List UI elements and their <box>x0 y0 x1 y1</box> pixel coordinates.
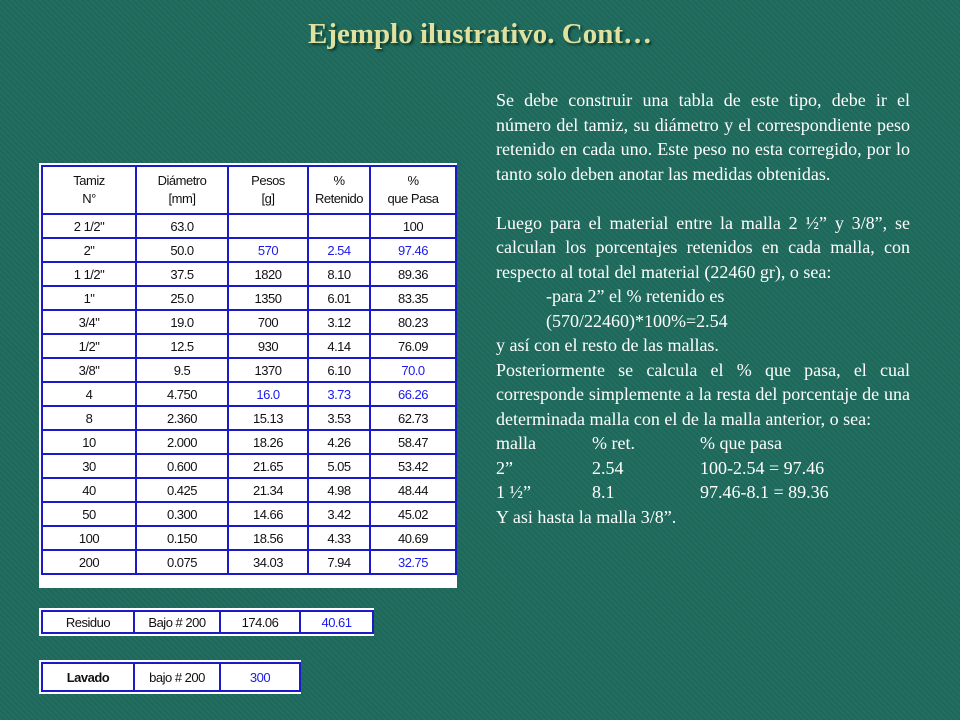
lavado-bajo: bajo # 200 <box>134 663 220 691</box>
calc-row-header: malla % ret. % que pasa <box>496 433 782 453</box>
explanation-text <box>496 88 910 529</box>
cell-tamiz: 4 <box>42 382 136 406</box>
cell-diametro: 19.0 <box>136 310 228 334</box>
table-row <box>42 526 456 550</box>
residuo-pasa: 40.61 <box>300 611 373 633</box>
cell-pasa: 100 <box>370 214 456 238</box>
residuo-peso: 174.06 <box>220 611 300 633</box>
cell-peso: 1350 <box>228 286 308 310</box>
cell-peso: 21.65 <box>228 454 308 478</box>
cell-diametro: 63.0 <box>136 214 228 238</box>
cell-tamiz: 30 <box>42 454 136 478</box>
table-row <box>42 430 456 454</box>
lavado-valor: 300 <box>220 663 300 691</box>
cell-retenido: 6.10 <box>308 358 370 382</box>
table-row <box>42 286 456 310</box>
cell-diametro: 25.0 <box>136 286 228 310</box>
cell-peso: 15.13 <box>228 406 308 430</box>
table-row <box>42 238 456 262</box>
lavado-label: Lavado <box>42 663 134 691</box>
lavado-row <box>42 663 300 691</box>
table-row <box>42 382 456 406</box>
header-que-pasa: % que Pasa <box>370 166 456 214</box>
paragraph-resto: y así con el resto de las mallas. <box>496 335 719 355</box>
cell-pasa: 62.73 <box>370 406 456 430</box>
cell-retenido: 3.42 <box>308 502 370 526</box>
paragraph-intro: Se debe construir una tabla de este tipo, debe ir el número del tamiz, su diámetro y el correspondiente peso retenido en cada uno. Este peso no esta corregido, por lo tanto solo deben anotar las medidas obtenidas. <box>496 90 910 184</box>
residuo-table <box>41 610 374 634</box>
cell-retenido: 4.26 <box>308 430 370 454</box>
table-row <box>42 406 456 430</box>
example-line-2: (570/22460)*100%=2.54 <box>546 310 728 331</box>
cell-retenido: 5.05 <box>308 454 370 478</box>
cell-pasa: 97.46 <box>370 238 456 262</box>
cell-retenido: 8.10 <box>308 262 370 286</box>
cell-peso: 1820 <box>228 262 308 286</box>
cell-retenido: 3.53 <box>308 406 370 430</box>
cell-retenido: 4.33 <box>308 526 370 550</box>
cell-peso: 930 <box>228 334 308 358</box>
cell-pasa: 83.35 <box>370 286 456 310</box>
sieve-table-sheet <box>39 163 457 588</box>
cell-tamiz: 1" <box>42 286 136 310</box>
cell-retenido: 3.12 <box>308 310 370 334</box>
cell-retenido: 6.01 <box>308 286 370 310</box>
cell-peso: 700 <box>228 310 308 334</box>
cell-pasa: 32.75 <box>370 550 456 574</box>
cell-pasa: 76.09 <box>370 334 456 358</box>
cell-peso <box>228 214 308 238</box>
cell-peso: 18.56 <box>228 526 308 550</box>
cell-tamiz: 50 <box>42 502 136 526</box>
cell-retenido: 2.54 <box>308 238 370 262</box>
cell-diametro: 0.600 <box>136 454 228 478</box>
calc-row-2: 2” 2.54 100-2.54 = 97.46 <box>496 457 825 478</box>
table-row <box>42 214 456 238</box>
paragraph-retenidos: Luego para el material entre la malla 2 ½” y 3/8”, se calculan los porcentajes retenidos en cada malla, con respecto al total del material (22460 gr), o sea: <box>496 212 910 282</box>
cell-retenido <box>308 214 370 238</box>
cell-diametro: 2.360 <box>136 406 228 430</box>
cell-peso: 16.0 <box>228 382 308 406</box>
example-line-1: -para 2” el % retenido es <box>546 286 725 306</box>
cell-peso: 14.66 <box>228 502 308 526</box>
residuo-bajo: Bajo # 200 <box>134 611 220 633</box>
cell-pasa: 48.44 <box>370 478 456 502</box>
table-header-row <box>42 166 456 214</box>
table-row <box>42 550 456 574</box>
cell-retenido: 7.94 <box>308 550 370 574</box>
cell-diametro: 2.000 <box>136 430 228 454</box>
cell-peso: 21.34 <box>228 478 308 502</box>
cell-retenido: 3.73 <box>308 382 370 406</box>
cell-tamiz: 1 1/2" <box>42 262 136 286</box>
cell-pasa: 66.26 <box>370 382 456 406</box>
cell-diametro: 4.750 <box>136 382 228 406</box>
table-row <box>42 310 456 334</box>
paragraph-que-pasa: Posteriormente se calcula el % que pasa, el cual corresponde simplemente a la resta del porcentaje de una determinada malla con el de la malla anterior, o sea: <box>496 359 910 429</box>
lavado-table <box>41 662 301 692</box>
cell-tamiz: 10 <box>42 430 136 454</box>
header-diametro: Diámetro [mm] <box>136 166 228 214</box>
cell-tamiz: 2 1/2" <box>42 214 136 238</box>
cell-tamiz: 100 <box>42 526 136 550</box>
calc-row-1-half: 1 ½” 8.1 97.46-8.1 = 89.36 <box>496 482 829 502</box>
cell-diametro: 9.5 <box>136 358 228 382</box>
cell-diametro: 0.150 <box>136 526 228 550</box>
cell-peso: 1370 <box>228 358 308 382</box>
table-row <box>42 262 456 286</box>
sieve-table <box>41 165 457 575</box>
cell-pasa: 58.47 <box>370 430 456 454</box>
cell-diametro: 0.075 <box>136 550 228 574</box>
cell-retenido: 4.14 <box>308 334 370 358</box>
cell-peso: 34.03 <box>228 550 308 574</box>
header-tamiz: Tamiz N° <box>42 166 136 214</box>
header-pesos: Pesos [g] <box>228 166 308 214</box>
residuo-row <box>42 611 373 633</box>
table-row <box>42 454 456 478</box>
table-row <box>42 502 456 526</box>
cell-retenido: 4.98 <box>308 478 370 502</box>
cell-diametro: 50.0 <box>136 238 228 262</box>
table-row <box>42 478 456 502</box>
cell-diametro: 37.5 <box>136 262 228 286</box>
cell-pasa: 45.02 <box>370 502 456 526</box>
cell-diametro: 12.5 <box>136 334 228 358</box>
header-retenido: % Retenido <box>308 166 370 214</box>
cell-peso: 570 <box>228 238 308 262</box>
cell-pasa: 70.0 <box>370 358 456 382</box>
table-row <box>42 334 456 358</box>
cell-tamiz: 3/8" <box>42 358 136 382</box>
cell-tamiz: 8 <box>42 406 136 430</box>
cell-pasa: 89.36 <box>370 262 456 286</box>
residuo-label: Residuo <box>42 611 134 633</box>
cell-pasa: 80.23 <box>370 310 456 334</box>
slide-title: Ejemplo ilustrativo. Cont… <box>308 18 652 50</box>
cell-tamiz: 2" <box>42 238 136 262</box>
cell-pasa: 40.69 <box>370 526 456 550</box>
cell-pasa: 53.42 <box>370 454 456 478</box>
cell-tamiz: 40 <box>42 478 136 502</box>
paragraph-final: Y asi hasta la malla 3/8”. <box>496 506 677 527</box>
table-row <box>42 358 456 382</box>
cell-diametro: 0.300 <box>136 502 228 526</box>
cell-tamiz: 1/2" <box>42 334 136 358</box>
cell-diametro: 0.425 <box>136 478 228 502</box>
cell-tamiz: 3/4" <box>42 310 136 334</box>
cell-peso: 18.26 <box>228 430 308 454</box>
lavado-sheet <box>39 660 301 694</box>
residuo-sheet <box>39 608 374 636</box>
cell-tamiz: 200 <box>42 550 136 574</box>
